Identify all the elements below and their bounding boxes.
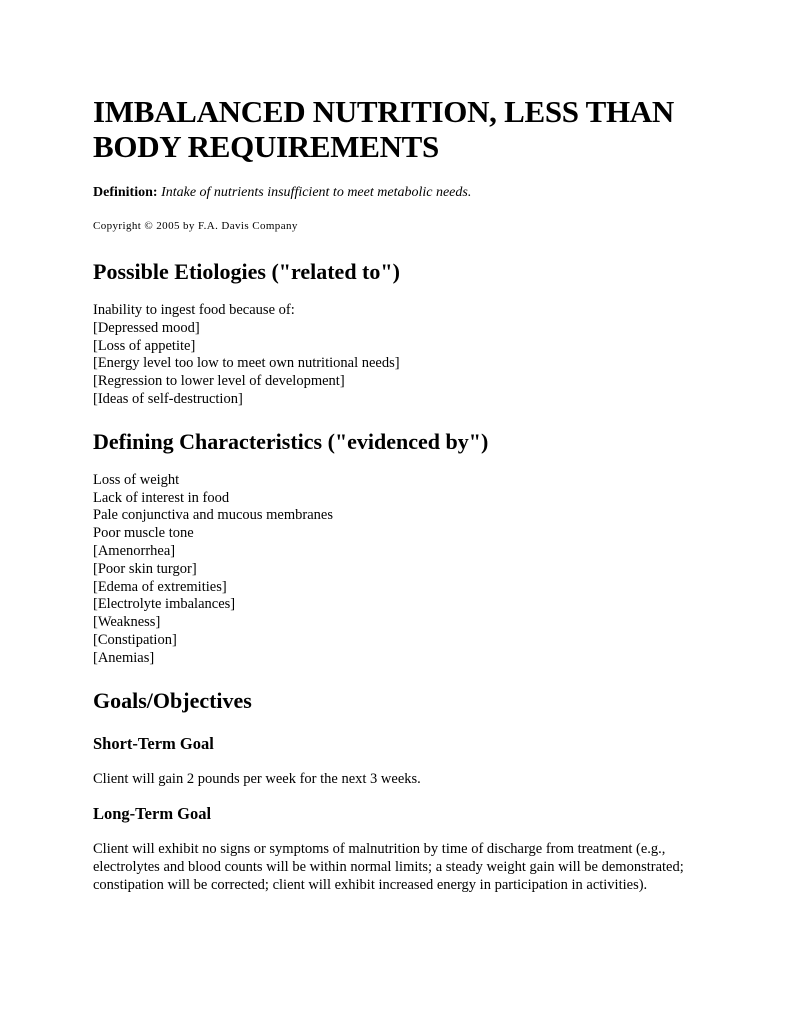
list-item: [Weakness]	[93, 614, 161, 631]
list-item: [Poor skin turgor]	[93, 560, 197, 577]
long-term-goal-text: Client will exhibit no signs or symptoms of malnutrition by time of discharge from treatment (e.g., electrolytes and blood counts will be within normal limits; a steady weight gain will be demonstrated; constipation will be corrected; client will exhibit increased energy in participation in activities).	[93, 841, 684, 893]
copyright-notice: Copyright © 2005 by F.A. Davis Company	[93, 220, 298, 232]
list-item: [Depressed mood]	[93, 319, 200, 336]
list-item: [Regression to lower level of development]	[93, 373, 345, 390]
list-item: Poor muscle tone	[93, 525, 194, 542]
list-item: [Energy level too low to meet own nutritional needs]	[93, 355, 400, 372]
list-item: [Ideas of self-destruction]	[93, 390, 243, 407]
characteristics-list	[93, 472, 733, 668]
definition-label: Definition:	[93, 185, 158, 200]
list-item: Inability to ingest food because of:	[93, 302, 295, 318]
etiologies-heading: Possible Etiologies ("related to")	[93, 259, 400, 284]
list-item: [Constipation]	[93, 631, 177, 648]
list-item: [Electrolyte imbalances]	[93, 596, 236, 613]
long-term-goal-heading: Long-Term Goal	[93, 804, 212, 824]
short-term-goal-heading: Short-Term Goal	[93, 733, 214, 753]
goals-heading: Goals/Objectives	[93, 687, 252, 713]
list-item: Loss of weight	[93, 471, 180, 488]
list-item: [Anemias]	[93, 649, 155, 666]
list-item: [Loss of appetite]	[93, 337, 196, 354]
etiologies-list	[93, 302, 733, 409]
list-item: Lack of interest in food	[93, 489, 230, 506]
definition	[93, 184, 733, 202]
list-item: Pale conjunctiva and mucous membranes	[93, 507, 333, 524]
document-title: IMBALANCED NUTRITION, LESS THAN BODY REQUIREMENTS	[93, 94, 674, 164]
definition-text: Intake of nutrients insufficient to meet metabolic needs.	[161, 185, 472, 200]
list-item: [Amenorrhea]	[93, 542, 176, 559]
short-term-goal-text: Client will gain 2 pounds per week for the next 3 weeks.	[93, 770, 421, 787]
document-page	[93, 94, 733, 895]
characteristics-heading: Defining Characteristics ("evidenced by")	[93, 428, 489, 454]
list-item: [Edema of extremities]	[93, 578, 227, 595]
